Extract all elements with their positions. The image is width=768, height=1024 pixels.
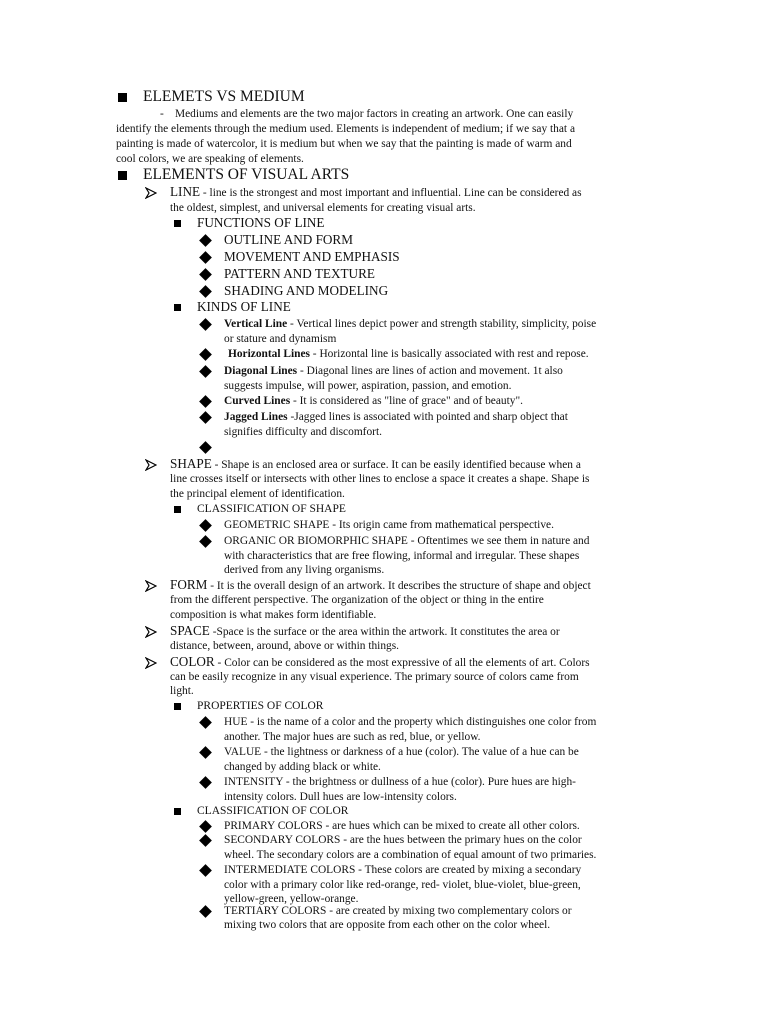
diamond-bullet-icon bbox=[199, 864, 212, 877]
paragraph-line: wheel. The secondary colors are a combination of equal amount of two primaries. bbox=[224, 849, 597, 861]
kind-item-jagged: Jagged Lines -Jagged lines is associated with pointed and sharp object that bbox=[224, 411, 568, 423]
diamond-bullet-icon bbox=[199, 268, 212, 281]
paragraph-line: the principal element of identification. bbox=[170, 488, 345, 500]
square-bullet-icon bbox=[118, 171, 127, 180]
paragraph-line: or stature and dynamism bbox=[224, 333, 337, 345]
diamond-bullet-icon bbox=[199, 411, 212, 424]
paragraph-line: composition is what makes form identifiable. bbox=[170, 609, 377, 621]
diamond-bullet-icon bbox=[199, 776, 212, 789]
paragraph-line: derived from any living organisms. bbox=[224, 564, 385, 576]
functions-of-line-heading: FUNCTIONS OF LINE bbox=[197, 215, 325, 230]
color-class-item: INTERMEDIATE COLORS - These colors are created by mixing a secondary bbox=[224, 864, 582, 876]
paragraph-line: with characteristics that are free flowing, informal and irregular. These shapes bbox=[224, 550, 580, 562]
paragraph-line: the oldest, simplest, and universal elements for creating visual arts. bbox=[170, 202, 476, 214]
square-bullet-icon bbox=[174, 808, 181, 815]
arrow-bullet-icon bbox=[145, 459, 157, 471]
square-bullet-icon bbox=[174, 506, 181, 513]
paragraph-line: suggests impulse, will power, aspiration, passion, and emotion. bbox=[224, 380, 512, 392]
square-bullet-icon bbox=[174, 703, 181, 710]
paragraph-line: from the different perspective. The organization of the object or thing in the entire bbox=[170, 594, 544, 606]
function-item: PATTERN AND TEXTURE bbox=[224, 266, 375, 281]
paragraph-line: Mediums and elements are the two major factors in creating an artwork. One can easily bbox=[175, 108, 574, 120]
classification-of-color-heading: CLASSIFICATION OF COLOR bbox=[197, 805, 349, 817]
color-property-item: INTENSITY - the brightness or dullness of a hue (color). Pure hues are high- bbox=[224, 776, 576, 788]
diamond-bullet-icon bbox=[199, 905, 212, 918]
color-property-item: HUE - is the name of a color and the property which distinguishes one color from bbox=[224, 716, 597, 728]
paragraph-line: line crosses itself or intersects with other lines to enclose a space it creates a shape. Shape is bbox=[170, 473, 590, 485]
shape-heading: SHAPE - Shape is an enclosed area or surface. It can be easily identified because when a bbox=[170, 456, 581, 471]
diamond-bullet-icon bbox=[199, 285, 212, 298]
diamond-bullet-icon bbox=[199, 395, 212, 408]
form-heading: FORM - It is the overall design of an artwork. It describes the structure of shape and object bbox=[170, 577, 591, 592]
arrow-bullet-icon bbox=[145, 187, 157, 199]
paragraph-line: can be easily recognize in any visual experience. The primary source of colors came from bbox=[170, 671, 579, 683]
diamond-bullet-icon bbox=[199, 834, 212, 847]
arrow-bullet-icon bbox=[145, 657, 157, 669]
paragraph-line: yellow-green, yellow-orange. bbox=[224, 893, 359, 905]
color-class-item: PRIMARY COLORS - are hues which can be mixed to create all other colors. bbox=[224, 820, 580, 832]
shape-class-item: ORGANIC OR BIOMORPHIC SHAPE - Oftentimes we see them in nature and bbox=[224, 535, 590, 547]
paragraph-line: cool colors, we are speaking of elements. bbox=[116, 153, 304, 165]
paragraph-line: distance, between, around, above or within things. bbox=[170, 640, 400, 652]
diamond-bullet-icon bbox=[199, 318, 212, 331]
kind-item-horizontal: Horizontal Lines - Horizontal line is basically associated with rest and repose. bbox=[228, 348, 589, 360]
paragraph-line: mixing two colors that are opposite from each other on the color wheel. bbox=[224, 919, 551, 931]
color-property-item: VALUE - the lightness or darkness of a hue (color). The value of a hue can be bbox=[224, 746, 579, 758]
arrow-bullet-icon bbox=[145, 626, 157, 638]
diamond-bullet-icon bbox=[199, 519, 212, 532]
color-class-item: TERTIARY COLORS - are created by mixing two complementary colors or bbox=[224, 905, 572, 917]
function-item: SHADING AND MODELING bbox=[224, 283, 389, 298]
color-class-item: SECONDARY COLORS - are the hues between the primary hues on the color bbox=[224, 834, 582, 846]
classification-of-shape-heading: CLASSIFICATION OF SHAPE bbox=[197, 503, 346, 515]
paragraph-line: changed by adding black or white. bbox=[224, 761, 381, 773]
diamond-bullet-icon bbox=[199, 348, 212, 361]
paragraph-line: intensity colors. Dull hues are low-intensity colors. bbox=[224, 791, 457, 803]
diamond-bullet-icon bbox=[199, 251, 212, 264]
arrow-bullet-icon bbox=[145, 580, 157, 592]
kind-item-diagonal: Diagonal Lines - Diagonal lines are lines of action and movement. 1t also bbox=[224, 365, 563, 377]
paragraph-line: signifies difficulty and discomfort. bbox=[224, 426, 382, 438]
space-heading: SPACE -Space is the surface or the area within the artwork. It constitutes the area or bbox=[170, 623, 560, 638]
diamond-bullet-icon bbox=[199, 441, 212, 454]
diamond-bullet-icon bbox=[199, 820, 212, 833]
paragraph-line: another. The major hues are such as red, blue, or yellow. bbox=[224, 731, 481, 743]
function-item: OUTLINE AND FORM bbox=[224, 232, 353, 247]
diamond-bullet-icon bbox=[199, 234, 212, 247]
section-title-elements-of-visual-arts: ELEMENTS OF VISUAL ARTS bbox=[143, 166, 350, 183]
paragraph-line: light. bbox=[170, 685, 194, 697]
diamond-bullet-icon bbox=[199, 746, 212, 759]
line-heading: LINE - line is the strongest and most important and influential. Line can be considered as bbox=[170, 184, 582, 199]
square-bullet-icon bbox=[118, 93, 127, 102]
square-bullet-icon bbox=[174, 220, 181, 227]
paragraph-line: identify the elements through the medium used. Elements is independent of medium; if we say that a bbox=[116, 123, 575, 135]
paragraph-line: painting is made of watercolor, it is medium but when we say that the painting is made of warm and bbox=[116, 138, 572, 150]
kinds-of-line-heading: KINDS OF LINE bbox=[197, 299, 291, 314]
kind-item-vertical: Vertical Line - Vertical lines depict power and strength stability, simplicity, poise bbox=[224, 318, 597, 330]
dash-marker: - bbox=[160, 108, 164, 120]
shape-class-item: GEOMETRIC SHAPE - Its origin came from mathematical perspective. bbox=[224, 519, 554, 531]
diamond-bullet-icon bbox=[199, 365, 212, 378]
properties-of-color-heading: PROPERTIES OF COLOR bbox=[197, 700, 324, 712]
function-item: MOVEMENT AND EMPHASIS bbox=[224, 249, 400, 264]
diamond-bullet-icon bbox=[199, 716, 212, 729]
square-bullet-icon bbox=[174, 304, 181, 311]
section-title-elements-vs-medium: ELEMETS VS MEDIUM bbox=[143, 88, 305, 105]
diamond-bullet-icon bbox=[199, 535, 212, 548]
kind-item-curved: Curved Lines - It is considered as "line of grace" and of beauty". bbox=[224, 395, 523, 407]
color-heading: COLOR - Color can be considered as the most expressive of all the elements of art. Colors bbox=[170, 654, 590, 669]
paragraph-line: color with a primary color like red-orange, red- violet, blue-violet, blue-green, bbox=[224, 879, 581, 891]
